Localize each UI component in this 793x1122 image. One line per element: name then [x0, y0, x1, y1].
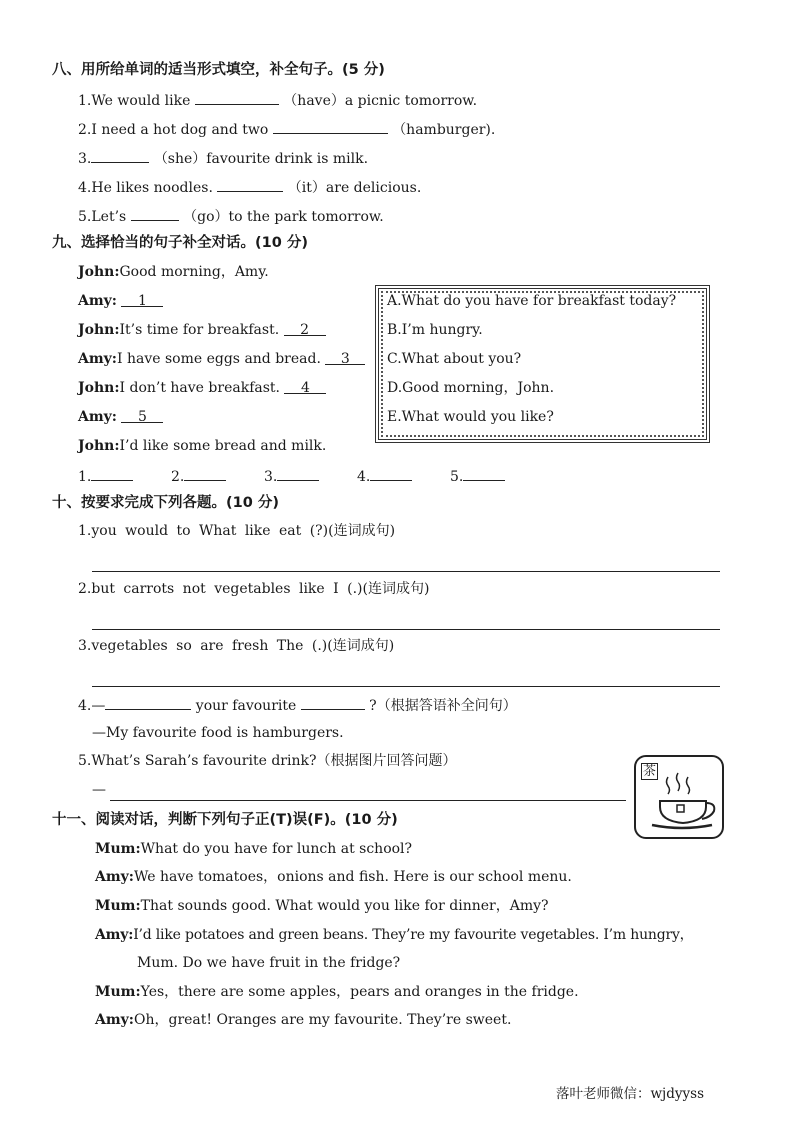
- option-c: C.What about you?: [387, 351, 522, 367]
- answer-blank[interactable]: [131, 205, 179, 221]
- s10-q5: 5.What’s Sarah’s favourite drink?（根据图片回答问题）: [78, 753, 457, 769]
- dialog-line: John:Good morning，Amy.: [78, 264, 269, 280]
- dialog-line: Amy:I have some eggs and bread. 3: [78, 349, 365, 369]
- option-b: B.I’m hungry.: [387, 322, 483, 338]
- answer-blank[interactable]: 1: [121, 291, 163, 307]
- answer-blank[interactable]: 2: [284, 320, 326, 336]
- answer-blank[interactable]: [184, 465, 226, 481]
- dialog-line: Amy:I’d like potatoes and green beans. They’re my favourite vegetables. I’m hungry，: [95, 927, 694, 943]
- dialog-line: Amy:We have tomatoes，onions and fish. Here is our school menu.: [95, 869, 572, 885]
- tea-label: 茶: [643, 764, 657, 779]
- answer-blank[interactable]: 5: [121, 407, 163, 423]
- option-d: D.Good morning，John.: [387, 380, 555, 396]
- answer-line[interactable]: [110, 800, 626, 801]
- answer-blank[interactable]: [463, 465, 505, 481]
- answer-blank[interactable]: [217, 176, 283, 192]
- answer-blank[interactable]: 3: [325, 349, 365, 365]
- s8-item-2: 2.I need a hot dog and two （hamburger).: [78, 118, 495, 140]
- s8-item-3: 3. （she）favourite drink is milk.: [78, 147, 368, 169]
- dash: —: [92, 782, 106, 798]
- answer-blank[interactable]: 4: [284, 378, 326, 394]
- dialog-line: John:It’s time for breakfast. 2: [78, 320, 326, 340]
- option-e: E.What would you like?: [387, 409, 554, 425]
- answer-blank[interactable]: [301, 694, 365, 710]
- dialog-line: Mum. Do we have fruit in the fridge?: [137, 955, 401, 971]
- answer-blank[interactable]: [195, 89, 279, 105]
- answer-slot: 1.: [78, 465, 133, 487]
- section-10-title: 十、按要求完成下列各题。(10 分): [52, 495, 279, 511]
- section-8-title: 八、用所给单词的适当形式填空，补全句子。(5 分): [52, 62, 385, 78]
- s10-q1: 1.you would to What like eat (?)(连词成句): [78, 523, 396, 539]
- dialog-line: Amy: 1: [78, 291, 163, 311]
- dialog-line: Mum:Yes，there are some apples，pears and oranges in the fridge.: [95, 984, 579, 1000]
- answer-blank[interactable]: [370, 465, 412, 481]
- tea-picture: [634, 755, 724, 839]
- answer-blank[interactable]: [105, 694, 191, 710]
- dialog-line: Mum:What do you have for lunch at school?: [95, 841, 413, 857]
- answer-slot: 5.: [450, 465, 505, 487]
- answer-blank[interactable]: [91, 465, 133, 481]
- s8-item-4: 4.He likes noodles. （it）are delicious.: [78, 176, 421, 198]
- teacup-icon: [636, 757, 722, 837]
- s8-item-5: 5.Let’s （go）to the park tomorrow.: [78, 205, 384, 227]
- answer-line[interactable]: [92, 571, 720, 572]
- answer-line[interactable]: [92, 686, 720, 687]
- s10-q3: 3.vegetables so are fresh The (.)(连词成句): [78, 638, 395, 654]
- s10-q2: 2.but carrots not vegetables like I (.)(连词成句): [78, 581, 430, 597]
- s10-q4-answer: —My favourite food is hamburgers.: [92, 725, 344, 741]
- section-9-title: 九、选择恰当的句子补全对话。(10 分): [52, 235, 308, 251]
- dialog-line: Mum:That sounds good. What would you like for dinner，Amy?: [95, 898, 549, 914]
- answer-blank[interactable]: [91, 147, 149, 163]
- answer-blank[interactable]: [273, 118, 388, 134]
- answer-slot: 2.: [171, 465, 226, 487]
- option-a: A.What do you have for breakfast today?: [387, 293, 677, 309]
- dialog-line: John:I don’t have breakfast. 4: [78, 378, 326, 398]
- answer-slot: 3.: [264, 465, 319, 487]
- footer-contact: 落叶老师微信：wjdyyss: [556, 1086, 704, 1102]
- answer-blank[interactable]: [277, 465, 319, 481]
- answer-slot: 4.: [357, 465, 412, 487]
- dialog-line: John:I’d like some bread and milk.: [78, 438, 327, 454]
- section-11-title: 十一、阅读对话，判断下列句子正(T)误(F)。(10 分): [52, 812, 398, 828]
- answer-line[interactable]: [92, 629, 720, 630]
- dialog-line: Amy: 5: [78, 407, 163, 427]
- s8-item-1: 1.We would like （have）a picnic tomorrow.: [78, 89, 477, 111]
- s10-q4: 4.— your favourite ?（根据答语补全问句）: [78, 694, 517, 716]
- dialog-line: Amy:Oh，great! Oranges are my favourite. They’re sweet.: [95, 1012, 512, 1028]
